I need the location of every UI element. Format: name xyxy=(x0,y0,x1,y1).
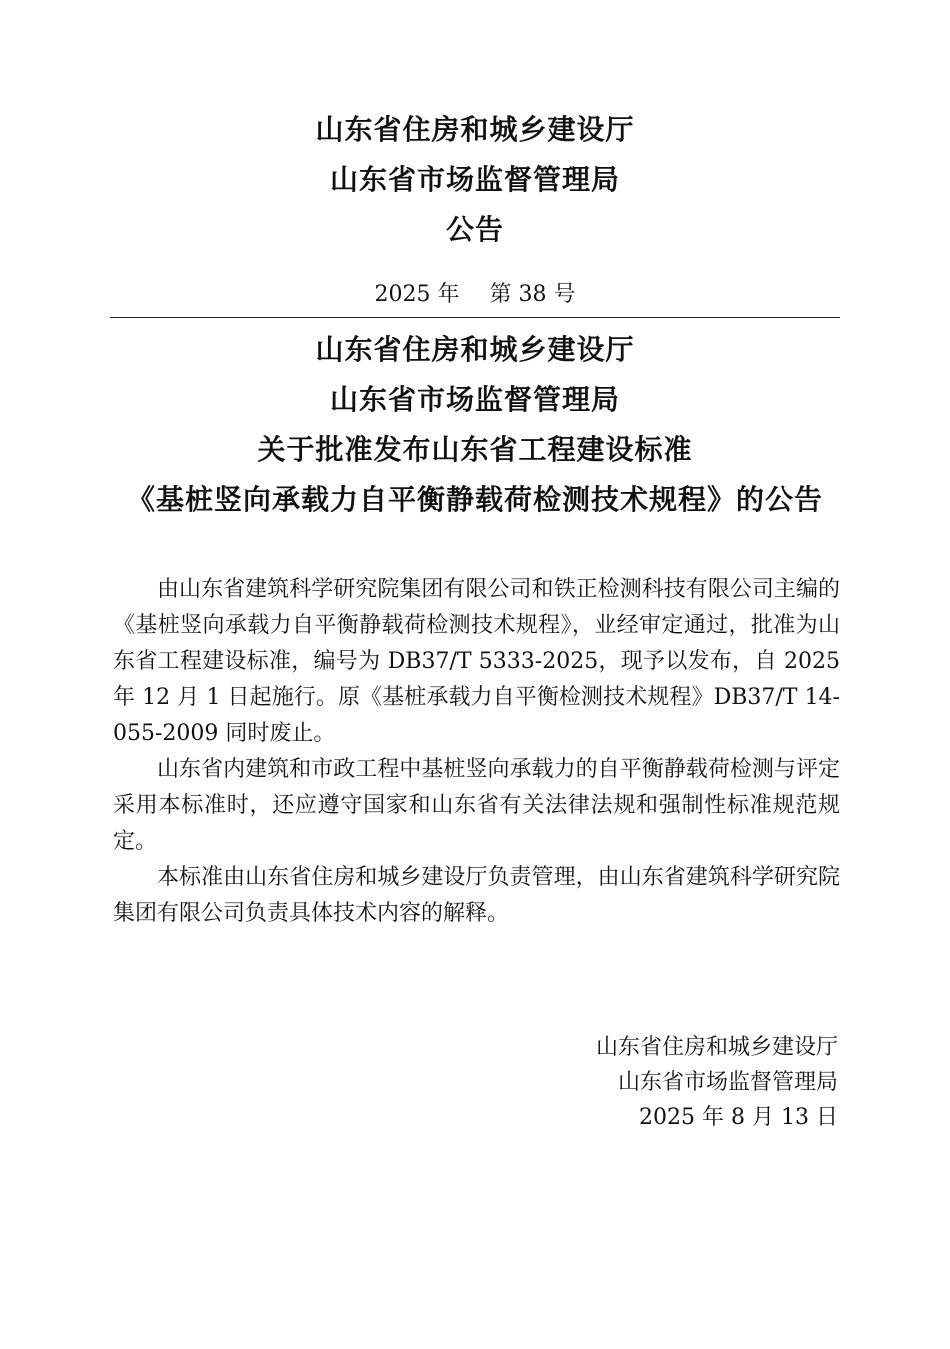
signature-date: 2025 年 8 月 13 日 xyxy=(639,1105,838,1130)
body-paragraph-2: 山东省内建筑和市政工程中基桩竖向承载力的自平衡静载荷检测与评定采用本标准时，还应遵守国家和山东省有关法律法规和强制性标准规范规定。 xyxy=(113,757,840,854)
title-line-1: 山东省住房和城乡建设厅 xyxy=(315,333,635,366)
header-divider xyxy=(110,317,840,318)
body-paragraph-3: 本标准由山东省住房和城乡建设厅负责管理，由山东省建筑科学研究院集团有限公司负责具体技术内容的解释。 xyxy=(113,865,840,926)
title-line-2: 山东省市场监督管理局 xyxy=(329,383,620,416)
signature-org-2: 山东省市场监督管理局 xyxy=(617,1070,838,1095)
document-body xyxy=(113,572,840,932)
issuer-name-2: 山东省市场监督管理局 xyxy=(329,163,620,196)
issue-number xyxy=(0,278,950,312)
title-line-3: 关于批准发布山东省工程建设标准 xyxy=(257,433,693,466)
signature-org-1: 山东省住房和城乡建设厅 xyxy=(595,1035,838,1060)
issue-year: 2025 年 xyxy=(374,282,460,307)
document-title xyxy=(0,325,950,525)
announcement-label: 公告 xyxy=(445,213,504,246)
body-paragraph-1: 由山东省建筑科学研究院集团有限公司和铁正检测科技有限公司主编的《基桩竖向承载力自平衡静载荷检测技术规程》，业经审定通过，批准为山东省工程建设标准，编号为 DB37/T 5333-2025，现予以发布，自 2025 年 12 月 1 日起施行。原《基桩承载力自平衡检测技术规程》DB37/T 14-055-2009 同时废止。 xyxy=(113,577,840,746)
document-header xyxy=(0,105,950,255)
issuer-name-1: 山东省住房和城乡建设厅 xyxy=(315,113,635,146)
signature-block xyxy=(596,1030,838,1135)
title-line-4: 《基桩竖向承载力自平衡静载荷检测技术规程》的公告 xyxy=(126,483,823,516)
issue-serial: 第 38 号 xyxy=(489,282,576,307)
